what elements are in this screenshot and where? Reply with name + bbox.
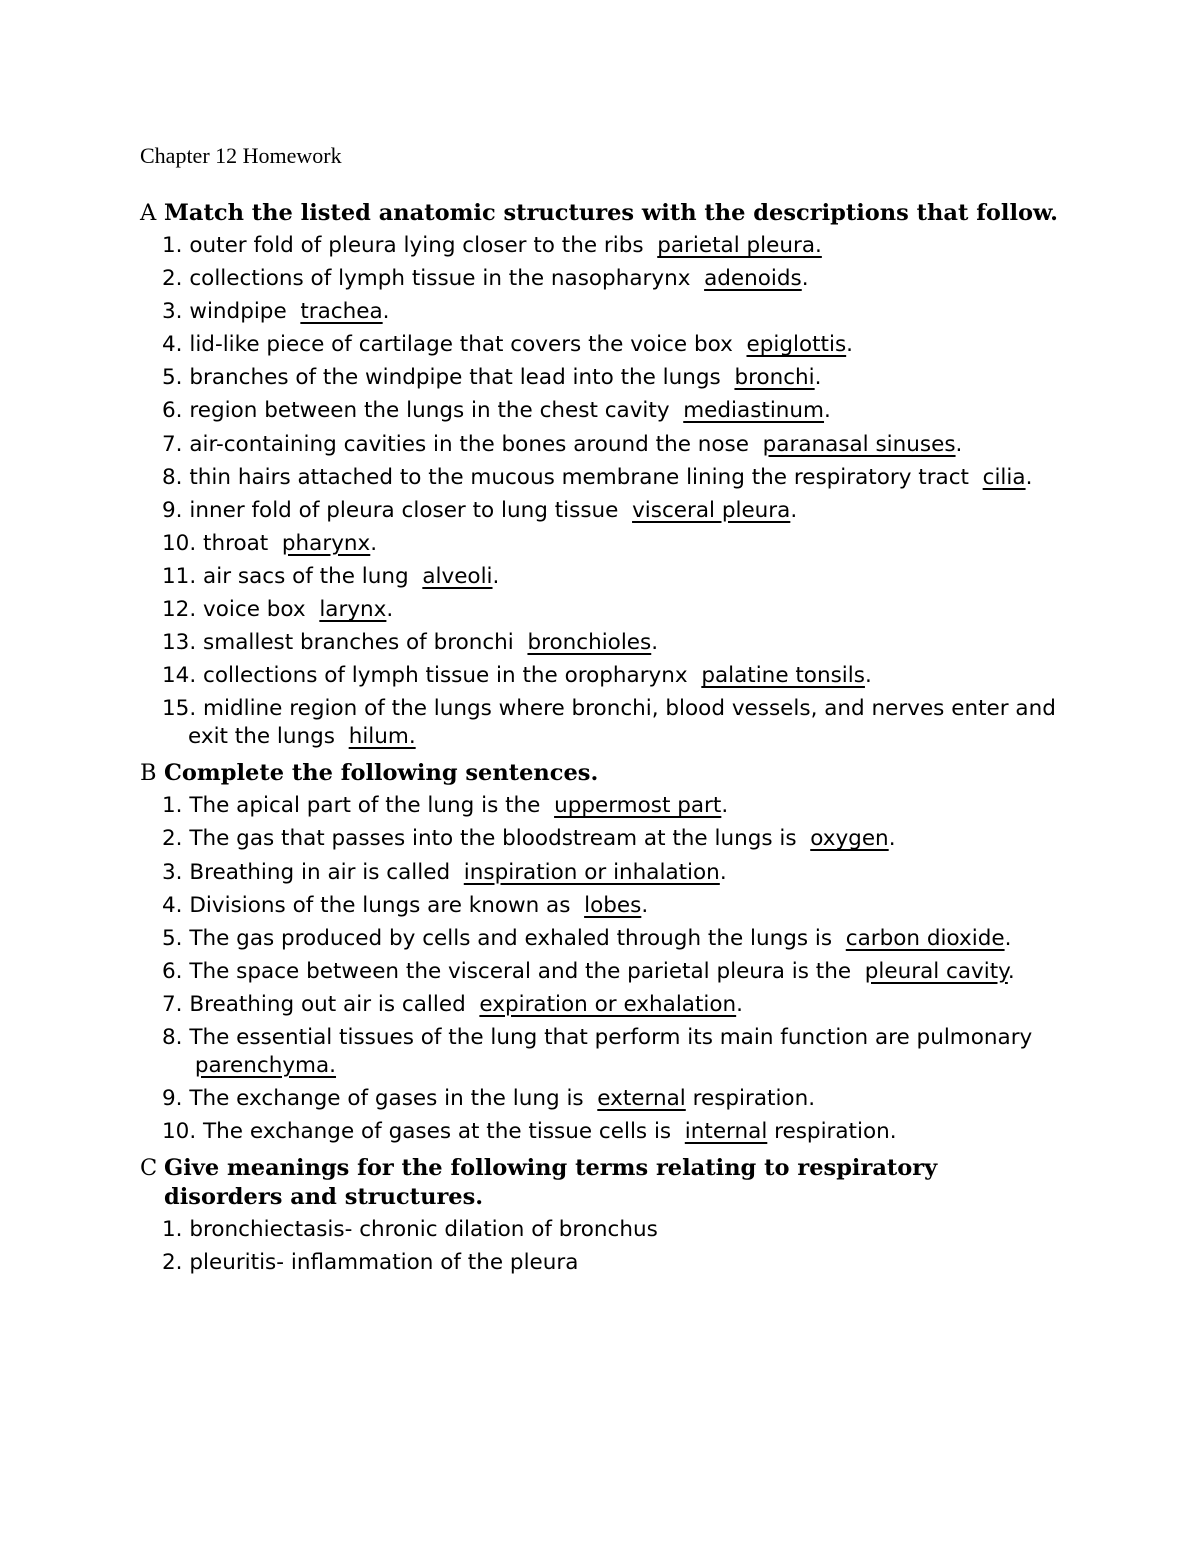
answer-tail: .	[1004, 925, 1012, 951]
answer-text: cilia	[982, 464, 1026, 490]
question-text: The gas produced by cells and exhaled through the lungs is	[189, 925, 833, 951]
answer-text: palatine tonsils	[701, 663, 865, 689]
question-text: The space between the visceral and the parietal pleura is the	[189, 958, 852, 984]
answer-text: adenoids	[704, 266, 802, 292]
question-text: pleuritis- inflammation of the pleura	[189, 1250, 579, 1276]
answer-text: bronchioles	[527, 630, 652, 656]
question-text: bronchiectasis- chronic dilation of bronchus	[189, 1217, 658, 1243]
question-number: 3.	[162, 299, 183, 325]
question-number: 9.	[162, 1086, 183, 1112]
answer-tail: .	[370, 530, 378, 556]
question-item	[140, 331, 1060, 359]
answer-text: visceral pleura	[632, 497, 791, 523]
question-number: 1.	[162, 233, 183, 258]
sections-container	[140, 199, 1060, 1277]
question-text: collections of lymph tissue in the oropharynx	[203, 663, 688, 689]
answer-text: pleural cavity	[864, 958, 1008, 984]
answer-text: oxygen	[810, 826, 889, 852]
question-number: 9.	[162, 497, 183, 523]
question-text: The essential tissues of the lung that perform its main function are pulmonary	[189, 1024, 1033, 1050]
question-item	[140, 1118, 1060, 1146]
answer-text: alveoli	[422, 563, 493, 589]
answer-tail: .	[824, 398, 831, 424]
section-letter: C	[140, 1155, 158, 1182]
answer-text: hilum.	[348, 724, 416, 750]
answer-tail: .	[888, 826, 896, 852]
question-item	[140, 265, 1060, 293]
section-heading	[140, 199, 1060, 228]
answer-text: inspiration or inhalation	[463, 859, 720, 885]
question-text: Divisions of the lungs are known as	[189, 892, 571, 918]
question-number: 1.	[162, 1217, 183, 1243]
question-number: 10.	[162, 530, 197, 556]
question-item	[140, 364, 1060, 392]
question-text: region between the lungs in the chest cavity	[189, 398, 670, 424]
question-text: collections of lymph tissue in the nasopharynx	[189, 266, 691, 292]
section-letter: B	[140, 760, 157, 787]
answer-text: carbon dioxide	[845, 925, 1005, 951]
question-number: 10.	[162, 1119, 197, 1145]
answer-text: lobes	[584, 892, 642, 918]
section-heading	[140, 759, 1060, 788]
answer-text: paranasal sinuses	[762, 431, 956, 457]
answer-tail: respiration.	[685, 1086, 816, 1112]
answer-tail: .	[641, 892, 649, 918]
question-text: The exchange of gases in the lung is	[189, 1086, 584, 1112]
answer-text: epiglottis	[746, 332, 847, 358]
question-item	[140, 629, 1060, 657]
section-c	[140, 1154, 1060, 1277]
answer-tail: .	[492, 563, 500, 589]
question-item	[140, 298, 1060, 326]
answer-tail: .	[1025, 464, 1033, 490]
answer-tail: .	[801, 266, 809, 292]
question-list	[140, 792, 1060, 1146]
question-text: Breathing in air is called	[189, 859, 451, 885]
document-title: Chapter 12 Homework	[140, 143, 342, 168]
section-heading-text: Complete the following sentences.	[164, 760, 599, 787]
answer-text: mediastinum	[683, 398, 825, 424]
question-number: 4.	[162, 332, 183, 358]
question-text: lid-like piece of cartilage that covers the voice box	[189, 332, 733, 358]
answer-tail: .	[1007, 958, 1015, 984]
question-item	[140, 563, 1060, 591]
question-list	[140, 1216, 1060, 1277]
section-heading	[140, 1154, 1060, 1212]
question-number: 8.	[162, 1024, 183, 1050]
question-text: midline region of the lungs where bronchi, blood vessels, and nerves enter and exit the lungs	[188, 696, 1056, 750]
question-text: The exchange of gases at the tissue cells is	[203, 1119, 672, 1145]
answer-text: expiration or exhalation	[479, 991, 737, 1017]
question-item	[140, 825, 1060, 853]
answer-tail: .	[386, 597, 394, 623]
question-number: 2.	[162, 826, 183, 852]
section-a	[140, 199, 1060, 751]
question-text: smallest branches of bronchi	[203, 630, 514, 656]
answer-text: pharynx	[281, 530, 371, 556]
question-number: 12.	[162, 597, 197, 623]
question-item	[140, 892, 1060, 920]
answer-tail: .	[736, 991, 743, 1017]
question-item	[140, 232, 1060, 260]
answer-tail: .	[382, 299, 390, 325]
question-number: 11.	[162, 563, 197, 589]
answer-text: uppermost part	[554, 793, 722, 819]
question-item	[140, 859, 1060, 887]
question-number: 7.	[162, 991, 183, 1017]
question-item	[140, 1216, 1060, 1244]
answer-text: parietal pleura.	[657, 233, 822, 258]
question-item	[140, 596, 1060, 624]
question-number: 7.	[162, 431, 183, 457]
answer-tail: .	[651, 630, 659, 656]
question-number: 1.	[162, 793, 183, 819]
question-number: 2.	[162, 266, 183, 292]
question-item	[140, 792, 1060, 820]
question-item	[140, 695, 1060, 751]
answer-tail: .	[790, 497, 798, 523]
question-number: 3.	[162, 859, 183, 885]
question-item	[140, 1249, 1060, 1277]
answer-tail: respiration.	[767, 1119, 897, 1145]
question-text: voice box	[203, 597, 306, 623]
question-text: inner fold of pleura closer to lung tissue	[189, 497, 619, 523]
question-item	[140, 397, 1060, 425]
section-b	[140, 759, 1060, 1146]
question-text: windpipe	[189, 299, 287, 325]
question-number: 4.	[162, 892, 183, 918]
answer-tail: .	[721, 793, 729, 819]
question-text: Breathing out air is called	[189, 991, 466, 1017]
answer-text: bronchi	[734, 365, 815, 391]
question-number: 8.	[162, 464, 183, 490]
answer-text: internal	[684, 1119, 768, 1145]
question-item	[140, 991, 1060, 1019]
question-number: 5.	[162, 365, 183, 391]
answer-text: larynx	[319, 597, 387, 623]
question-item	[140, 925, 1060, 953]
question-number: 2.	[162, 1250, 183, 1276]
question-number: 13.	[162, 630, 197, 656]
question-item	[140, 662, 1060, 690]
question-list	[140, 232, 1060, 751]
answer-tail: .	[955, 431, 963, 457]
question-item	[140, 1085, 1060, 1113]
section-letter: A	[140, 200, 157, 226]
answer-text: parenchyma.	[194, 1052, 337, 1078]
question-text: air sacs of the lung	[203, 563, 409, 589]
document-page	[140, 140, 1060, 1285]
question-item	[140, 958, 1060, 986]
question-text: outer fold of pleura lying closer to the ribs	[189, 233, 644, 258]
question-item	[140, 497, 1060, 525]
question-number: 15.	[162, 696, 197, 722]
question-number: 6.	[162, 958, 183, 984]
question-text: The apical part of the lung is the	[189, 793, 541, 819]
question-text: The gas that passes into the bloodstream at the lungs is	[189, 826, 797, 852]
answer-tail: .	[814, 365, 822, 391]
question-text: branches of the windpipe that lead into the lungs	[189, 365, 721, 391]
answer-tail: .	[719, 859, 727, 885]
question-item	[140, 431, 1060, 459]
question-number: 6.	[162, 398, 183, 424]
question-text: throat	[203, 530, 269, 556]
question-number: 14.	[162, 663, 197, 689]
answer-text: external	[597, 1086, 686, 1112]
answer-text: trachea	[300, 299, 383, 325]
question-text: thin hairs attached to the mucous membrane lining the respiratory tract	[189, 464, 969, 490]
answer-tail: .	[864, 663, 872, 689]
question-item	[140, 530, 1060, 558]
question-item	[140, 1024, 1060, 1080]
section-heading-text: Give meanings for the following terms relating to respiratory disorders and structures.	[164, 1155, 938, 1211]
question-number: 5.	[162, 925, 183, 951]
answer-tail: .	[846, 332, 853, 358]
question-item	[140, 464, 1060, 492]
section-heading-text: Match the listed anatomic structures with the descriptions that follow.	[164, 200, 1058, 226]
question-text: air-containing cavities in the bones around the nose	[189, 431, 749, 457]
